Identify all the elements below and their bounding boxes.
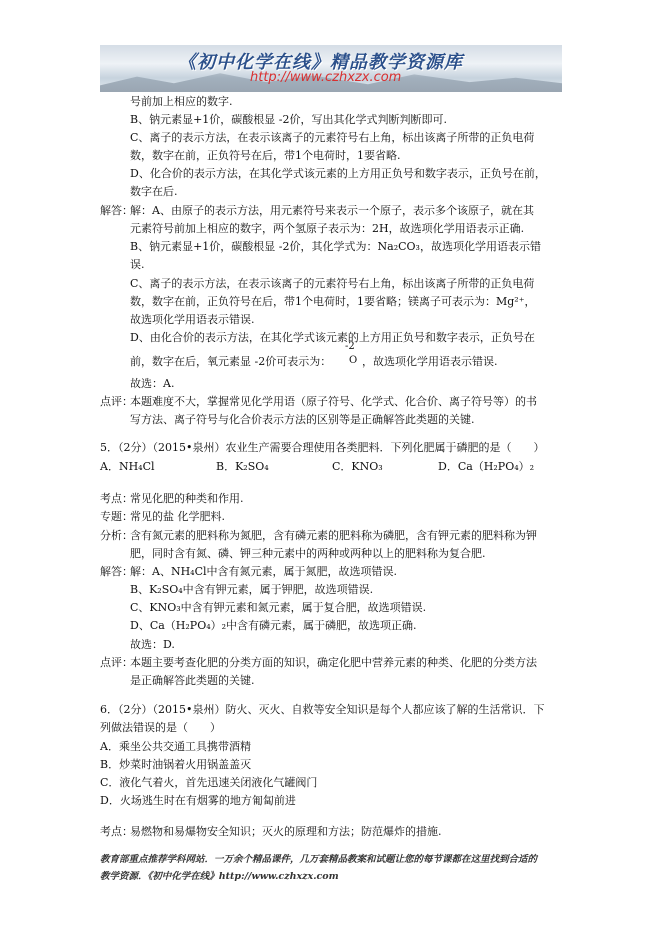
solution-label: 解答： — [100, 204, 133, 217]
analysis-line: 号前加上相应的数字. — [130, 95, 233, 108]
question-6-option-a: A．乘坐公共交通工具携带酒精 — [100, 740, 251, 753]
solution-line: 前，数字在后，氧元素显 -2价可表示为： — [130, 355, 332, 368]
jieda-line: B、K₂SO₄中含有钾元素，属于钾肥，故选项错误. — [130, 583, 374, 596]
footer-line: 教育部重点推荐学科网站．一万余个精品课件，几万套精品教案和试题让您的每节课都在这里找到合适的 — [100, 854, 538, 865]
valence-symbol: O — [349, 355, 358, 366]
jieda-line: 故选：D. — [130, 638, 175, 651]
header-banner — [100, 45, 562, 92]
solution-line: 数，数字在前，正负符号在后，带1个电荷时，1要省略；镁离子可表示为：Mg²⁺， — [130, 295, 536, 308]
question-6-option-c: C．液化气着火，首先迅速关闭液化气罐阀门 — [100, 776, 318, 789]
analysis-line: B、钠元素显+1价，碳酸根显 -2价，写出其化学式判断判断即可. — [130, 113, 448, 126]
question-5-option-a: A．NH₄Cl — [100, 460, 155, 473]
solution-line: 解：A、由原子的表示方法，用元素符号来表示一个原子，表示多个该原子，就在其 — [130, 204, 534, 217]
fenxi-line: 肥，同时含有氮、磷、钾三种元素中的两种或两种以上的肥料称为复合肥. — [130, 547, 486, 560]
jieda-label: 解答： — [100, 565, 133, 578]
question-5-option-b: B．K₂SO₄ — [216, 460, 269, 473]
fenxi-line: 含有氮元素的肥料称为氮肥，含有磷元素的肥料称为磷肥，含有钾元素的肥料称为钾 — [130, 529, 537, 542]
question-5-option-c: C．KNO₃ — [332, 460, 383, 473]
analysis-line: C、离子的表示方法，在表示该离子的元素符号右上角，标出该离子所带的正负电荷 — [130, 131, 535, 144]
kaodian-label: 考点： — [100, 825, 133, 838]
pingdian-line: 是正确解答此类题的关键. — [130, 674, 255, 687]
question-6-stem: 列做法错误的是（ ） — [100, 721, 221, 734]
kaodian-text: 常见化肥的种类和作用. — [130, 492, 244, 505]
analysis-line: 数，数字在前，正负符号在后，带1个电荷时，1要省略. — [130, 149, 401, 162]
banner-url: http://www.czhxzx.com — [250, 70, 402, 85]
jieda-line: 解：A、NH₄Cl中含有氮元素，属于氮肥，故选项错误. — [130, 565, 398, 578]
analysis-line: D、化合价的表示方法，在其化学式该元素的上方用正负号和数字表示，正负号在前， — [130, 167, 546, 180]
question-6-option-d: D．火场逃生时在有烟雾的地方匍匐前进 — [100, 794, 296, 807]
kaodian-text: 易燃物和易爆物安全知识；灭火的原理和方法；防范爆炸的措施. — [130, 825, 442, 838]
zhuanti-text: 常见的盐 化学肥料. — [130, 510, 225, 523]
comment-line: 本题难度不大，掌握常见化学用语（原子符号、化学式、化合价、离子符号等）的书 — [130, 395, 537, 408]
comment-label: 点评： — [100, 395, 133, 408]
question-6-stem: 6．（2分）（2015•泉州）防火、灭火、自救等安全知识是每个人都应该了解的生活常识．下 — [100, 703, 545, 716]
jieda-line: D、Ca（H₂PO₄）₂中含有磷元素，属于磷肥，故选项正确. — [130, 619, 417, 632]
footer-line: 教学资源．《初中化学在线》http://www.czhxzx.com — [100, 871, 339, 882]
solution-line: 故选项化学用语表示错误. — [130, 313, 255, 326]
solution-choice: 故选：A. — [130, 377, 175, 390]
fenxi-label: 分析： — [100, 529, 133, 542]
valence-charge: -2 — [345, 341, 355, 352]
solution-line: ，故选项化学用语表示错误. — [362, 355, 498, 368]
zhuanti-label: 专题： — [100, 510, 133, 523]
solution-line: B、钠元素显+1价，碳酸根显 -2价，其化学式为：Na₂CO₃，故选项化学用语表示错 — [130, 240, 541, 253]
solution-line: C、离子的表示方法，在表示该离子的元素符号右上角，标出该离子所带的正负电荷 — [130, 277, 535, 290]
solution-line: 元素符号前加上相应的数字，两个氢原子表示为：2H，故选项化学用语表示正确. — [130, 222, 525, 235]
pingdian-line: 本题主要考查化肥的分类方面的知识，确定化肥中营养元素的种类、化肥的分类方法 — [130, 656, 537, 669]
pingdian-label: 点评： — [100, 656, 133, 669]
kaodian-label: 考点： — [100, 492, 133, 505]
solution-line: D、由化合价的表示方法，在其化学式该元素的上方用正负号和数字表示，正负号在 — [130, 331, 535, 344]
question-5-stem: 5．（2分）（2015•泉州）农业生产需要合理使用各类肥料．下列化肥属于磷肥的是（ ） — [100, 441, 545, 454]
analysis-line: 数字在后. — [130, 185, 178, 198]
banner-title: 《初中化学在线》精品教学资源库 — [178, 52, 463, 73]
question-6-option-b: B．炒菜时油锅着火用锅盖盖灭 — [100, 758, 252, 771]
question-5-option-d: D．Ca（H₂PO₄）₂ — [438, 460, 535, 473]
solution-line: 误. — [130, 258, 145, 271]
comment-line: 写方法、离子符号与化合价表示方法的区别等是正确解答此类题的关键. — [130, 413, 475, 426]
jieda-line: C、KNO₃中含有钾元素和氮元素，属于复合肥，故选项错误. — [130, 601, 427, 614]
